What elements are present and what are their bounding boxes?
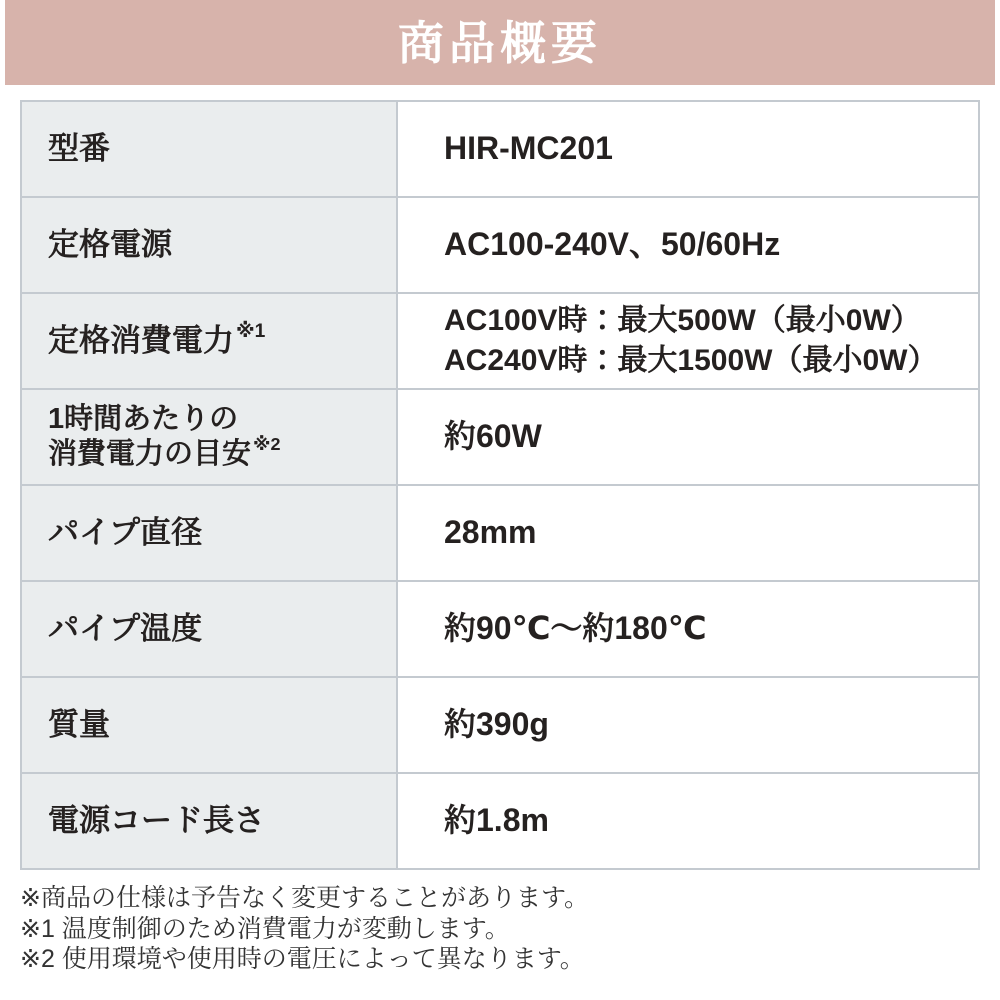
spec-label: 定格消費電力 $^{※1}$ [21,293,397,389]
spec-table [20,100,980,870]
spec-value-line: 約1.8m [444,802,549,839]
spec-value [397,677,979,773]
spec-label: 電源コード長さ [21,773,397,869]
spec-label: 質量 [21,677,397,773]
table-row [21,581,979,677]
footnote-marker: ※2 [253,433,281,454]
table-row [21,485,979,581]
spec-value [397,581,979,677]
spec-label: パイプ温度 [21,581,397,677]
spec-value-line: AC240V時：最大1500W（最小0W） [444,344,938,377]
spec-value-line: 約390g [444,706,549,743]
spec-label: 1時間あたりの 消費電力の目安 $^{※2}$ [21,389,397,485]
table-row [21,197,979,293]
section-header-bar [5,0,995,85]
spec-value [397,293,979,389]
table-row [21,773,979,869]
table-row [21,101,979,197]
footnote-line: ※1 温度制御のため消費電力が変動します。 [20,914,510,943]
table-row [21,293,979,389]
spec-value-line: HIR-MC201 [444,130,613,167]
table-row [21,389,979,485]
table-row [21,677,979,773]
spec-value-line: 28mm [444,514,537,551]
spec-value-line: AC100-240V、50/60Hz [444,226,781,263]
spec-value-line: 約60W [444,418,542,455]
spec-value-line: 約90℃～約180℃ [444,610,707,647]
spec-value-line: AC100V時：最大500W（最小0W） [444,303,921,337]
spec-table-body [21,101,979,869]
spec-value [397,773,979,869]
footnote-marker: ※1 [236,321,266,343]
spec-value [397,389,979,485]
spec-label: パイプ直径 [21,485,397,581]
spec-value [397,197,979,293]
spec-value [397,485,979,581]
spec-label: 定格電源 [21,197,397,293]
footnote-line: ※商品の仕様は予告なく変更することがあります。 [20,884,589,912]
footnote-line: ※2 使用環境や使用時の電圧によって異なります。 [20,945,585,973]
spec-value [397,101,979,197]
spec-label: 型番 [21,101,397,197]
page-title: 商品概要 [398,16,602,69]
footnotes [20,883,1000,975]
